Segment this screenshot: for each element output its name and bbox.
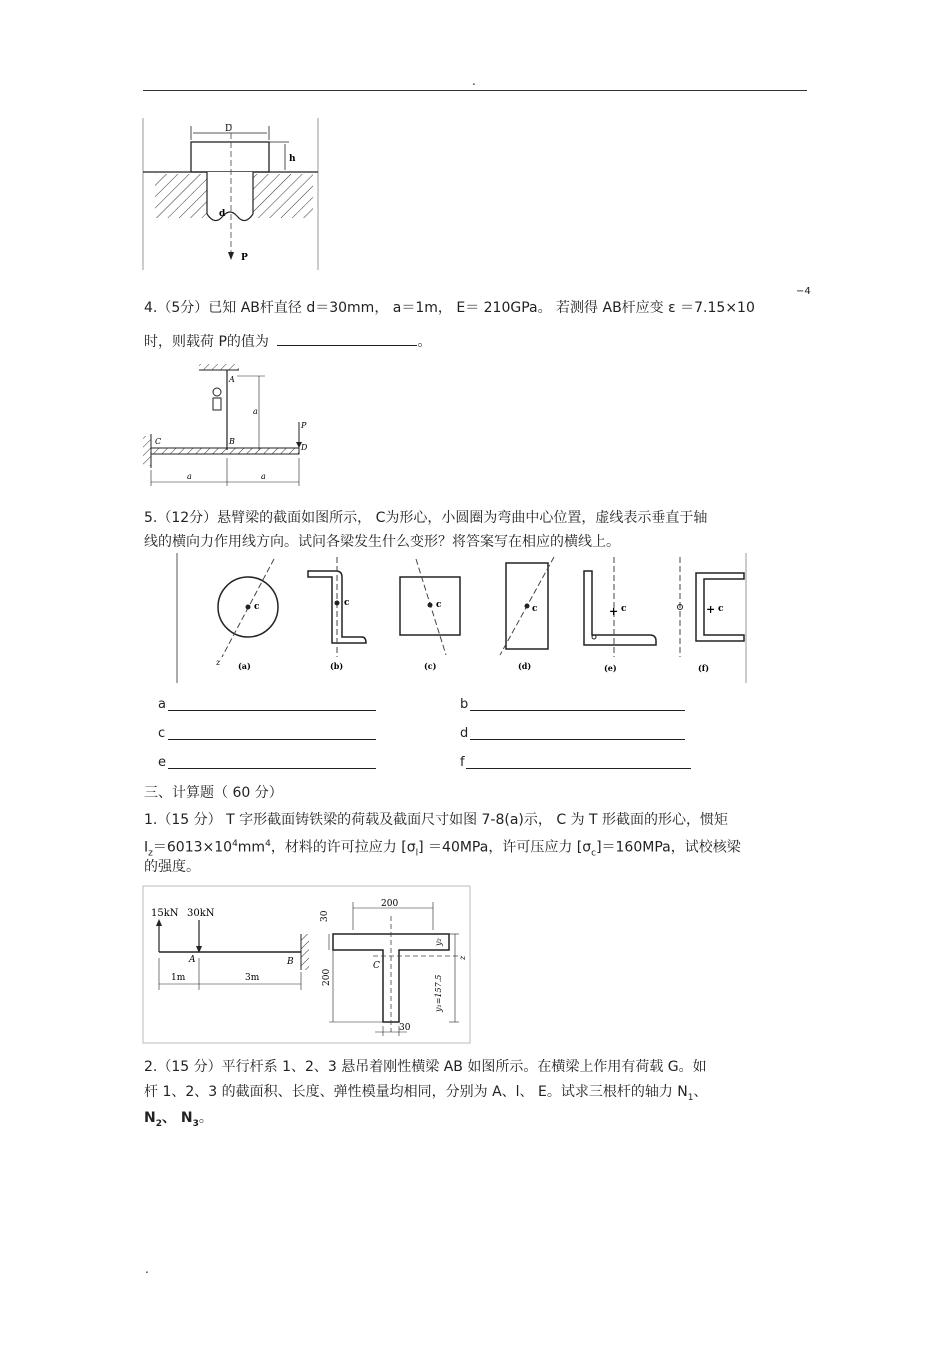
label-B-beam: B <box>287 957 294 967</box>
q1-line2 <box>144 834 741 863</box>
centroid-label-c: c <box>436 600 442 610</box>
q1-eq: ＝6013×10 <box>152 839 233 856</box>
q1-iz-sub: z <box>148 848 153 859</box>
q4-exponent: −4 <box>796 286 811 297</box>
dim-200-top: 200 <box>381 899 399 909</box>
q4-line2-text: 时，则载荷 P的值为 <box>144 334 269 350</box>
q4-line1: 4.（5分）已知 AB杆直径 d＝30mm， a＝1m， E＝ 210GPa。 若测得 AB杆应变 ε ＝7.15×10 <box>144 300 755 316</box>
q2-n3-pre: 、 N <box>161 1110 193 1126</box>
label-P: P <box>241 253 248 263</box>
force-30kN: 30kN <box>187 908 215 919</box>
q2-line1: 2.（15 分）平行杆系 1、2、3 悬吊着刚性横梁 AB 如图所示。在横梁上作用有荷载 G。如 <box>144 1059 707 1075</box>
q1-sub-c: c <box>591 848 597 859</box>
span-3m: 3m <box>245 973 260 983</box>
label-a-right: a <box>261 472 266 481</box>
dim-y1: y₁=157.5 <box>434 974 443 1012</box>
punch-figure <box>143 118 319 270</box>
answer-line-a[interactable] <box>168 710 376 711</box>
label-A: A <box>229 375 235 384</box>
span-1m: 1m <box>171 973 186 983</box>
q2-line2 <box>144 1082 708 1108</box>
tbeam-figure <box>143 886 471 1044</box>
label-h: h <box>289 154 296 164</box>
caption-d: (d) <box>518 661 532 671</box>
caption-b: (b) <box>330 661 344 671</box>
centroid-label-a: c <box>254 602 260 612</box>
label-C-centroid: C <box>373 961 380 971</box>
axis-label-z: z <box>216 658 221 667</box>
label-A-beam: A <box>189 955 196 965</box>
answer-label-a: a <box>158 697 166 712</box>
centroid-label-e: c <box>621 604 627 614</box>
label-B: B <box>229 437 235 446</box>
q2-sep: 、 <box>693 1084 708 1100</box>
answer-label-b: b <box>460 697 469 712</box>
answer-label-d: d <box>460 726 469 741</box>
q1-iz: I <box>144 839 149 856</box>
q1-text2: ] ＝40MPa，许可压应力 [σ <box>418 839 592 856</box>
caption-e: (e) <box>604 663 617 673</box>
q1-mm-exp: 4 <box>265 839 271 849</box>
q2-n2-sub: 2 <box>155 1118 162 1129</box>
q1-exp4: 4 <box>232 839 238 849</box>
label-D-end: D <box>301 443 308 452</box>
section3-title: 三、计算题（ 60 分） <box>144 785 283 801</box>
centroid-label-b: c <box>344 598 350 608</box>
svg-text:+: + <box>609 605 619 618</box>
axis-z: z <box>458 955 467 960</box>
q2-n1-sub: 1 <box>687 1092 694 1103</box>
rod-beam-figure <box>143 362 308 492</box>
answer-line-c[interactable] <box>168 739 376 740</box>
q2-n3-sub: 3 <box>192 1118 199 1129</box>
label-C: C <box>155 437 162 446</box>
dim-y2: y₂ <box>434 938 443 946</box>
svg-text:+: + <box>706 603 716 616</box>
q1-line1: 1.（15 分） T 字形截面铸铁梁的荷载及截面尺寸如图 7-8(a)示， C 为 T 形截面的形心，惯矩 <box>144 812 729 828</box>
q1-sub-t: l <box>415 848 419 859</box>
centroid-label-d: c <box>532 604 538 614</box>
q5-line2: 线的横向力作用线方向。试问各梁发生什么变形？将答案写在相应的横线上。 <box>144 534 620 550</box>
answer-line-b[interactable] <box>470 710 685 711</box>
label-P-force: P <box>301 421 307 430</box>
answer-line-d[interactable] <box>470 739 685 740</box>
answer-label-c: c <box>158 726 166 741</box>
label-d: d <box>219 209 226 219</box>
dim-200-web: 200 <box>322 968 332 986</box>
dim-30-web: 30 <box>399 1023 411 1033</box>
footer-mark: . <box>145 1262 149 1276</box>
header-mark: . <box>472 74 476 88</box>
answer-line-e[interactable] <box>168 768 376 769</box>
q2-n2-pre: N <box>144 1110 156 1126</box>
q1-line3: 的强度。 <box>144 859 200 875</box>
answer-line-f[interactable] <box>466 768 691 769</box>
caption-f: (f) <box>698 663 710 673</box>
centroid-label-f: c <box>718 604 724 614</box>
q5-line1: 5.（12分）悬臂梁的截面如图所示， C为形心，小圆圈为弯曲中心位置，虚线表示垂直于轴 <box>144 510 708 526</box>
q2-end: 。 <box>198 1110 213 1126</box>
q2-line2-text: 杆 1、2、3 的截面积、长度、弹性模量均相同，分别为 A、l、 E。试求三根杆的轴力 N <box>144 1084 688 1100</box>
q4-answer-blank[interactable] <box>277 331 417 346</box>
answer-label-f: f <box>460 755 465 770</box>
q4-line2-end: 。 <box>417 334 432 350</box>
force-15kN: 15kN <box>151 908 179 919</box>
caption-c: (c) <box>424 661 437 671</box>
answer-label-e: e <box>158 755 166 770</box>
label-D: D <box>225 124 233 134</box>
cross-sections-figure <box>176 553 748 685</box>
q2-line3 <box>144 1108 213 1134</box>
header-rule <box>143 90 807 91</box>
q4-line2 <box>144 331 431 352</box>
q1-text: ，材料的许可拉应力 [σ <box>270 839 416 856</box>
label-a-left: a <box>187 472 192 481</box>
caption-a: (a) <box>238 661 251 671</box>
dim-30-flange: 30 <box>320 910 330 922</box>
label-a-vertical: a <box>253 407 258 416</box>
q1-mm: mm <box>237 839 266 856</box>
q1-text3: ]＝160MPa，试校核梁 <box>596 839 741 856</box>
